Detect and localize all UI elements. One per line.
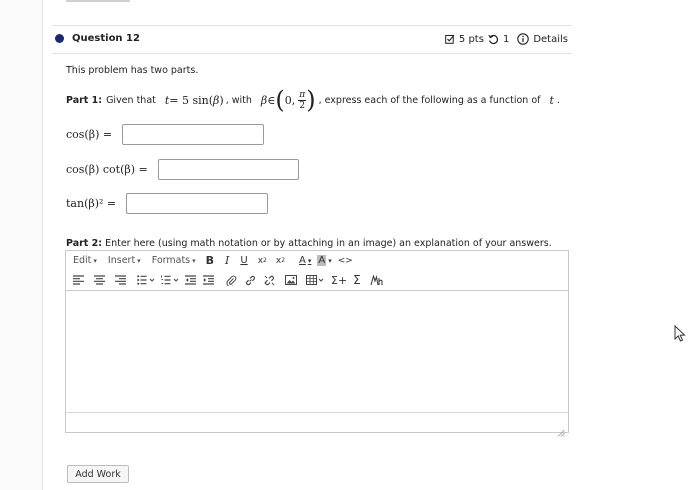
interval-open: ( [275,86,285,114]
mouse-pointer-icon [674,325,686,346]
interval-zero: 0, [284,93,296,107]
part2-text: Enter here (using math notation or by attaching in an image) an explanation of your answers. [105,238,552,249]
math-t: t [164,93,170,107]
sum-plus-button[interactable]: Σ+ [331,273,348,287]
numbered-list-icon[interactable] [161,272,179,288]
math-close: ) [219,93,224,107]
background-color-button[interactable] [317,253,331,269]
checkbox-edit-icon [445,34,455,44]
part1-rest: , express each of the following as a function of [318,94,541,106]
answer-row-cos [66,124,264,145]
attempts-count: 1 [502,33,510,45]
caret-down-icon: ▾ [307,256,312,265]
superscript-button[interactable] [276,253,285,269]
sum-button[interactable]: Σ [353,273,361,287]
question-header [52,25,572,54]
caret-down-icon: ▾ [137,257,141,265]
handwriting-icon[interactable] [370,272,383,288]
retry-icon[interactable] [488,34,499,45]
image-icon[interactable] [285,272,297,288]
menu-edit[interactable] [73,255,97,266]
answer-label-cos: cos(β) = [66,128,113,141]
editor-toolbar-row1 [66,251,568,270]
answer-row-cos-cot [66,159,299,180]
part2-label: Part 2: [66,238,103,249]
editor-statusbar [66,412,568,432]
link-icon[interactable] [245,272,256,288]
part2-statement [66,238,552,249]
answer-label-tan-sq: tan(β)² = [66,197,117,210]
question-status-dot [55,34,64,43]
problem-note: This problem has two parts. [66,65,199,76]
left-rail [0,0,43,490]
indent-icon[interactable] [203,272,214,288]
caret-down-icon: ▾ [192,257,196,265]
subscript-x: x [257,255,264,266]
font-color-button[interactable] [299,253,311,269]
bullet-list-icon[interactable] [137,272,155,288]
subscript-button[interactable] [258,253,267,269]
align-center-icon[interactable] [94,272,105,288]
superscript-x: x [275,255,282,266]
menu-formats-label: Formats [151,255,191,266]
font-color-a: A [299,255,306,266]
rich-text-editor [65,250,569,433]
subscript-2: 2 [263,257,267,264]
menu-edit-label: Edit [73,255,92,266]
answer-input-cos[interactable] [122,124,264,145]
bold-button[interactable]: B [205,254,215,267]
answer-input-tan-sq[interactable] [126,193,268,214]
part1-period: . [556,94,560,106]
outdent-icon[interactable] [185,272,196,288]
frac-two: 2 [299,100,306,111]
part1-statement [66,88,560,112]
caret-down-icon: ▾ [93,257,97,265]
frac-pi: π [299,89,306,100]
points-text: 5 pts [458,33,484,45]
menu-insert[interactable] [108,255,141,266]
math-in: ∈ [267,93,276,107]
italic-button[interactable]: I [225,254,230,267]
answer-row-tan-sq [66,193,268,214]
menu-insert-label: Insert [107,255,136,266]
part1-given: Given that [106,94,156,106]
math-t-2: t [549,93,554,107]
resize-handle-icon[interactable] [557,422,565,430]
add-work-button[interactable]: Add Work [67,465,129,483]
unlink-icon[interactable] [264,272,275,288]
align-left-icon[interactable] [73,272,84,288]
question-meta [445,33,568,45]
caret-down-icon: ▾ [328,256,332,265]
menu-formats[interactable] [152,255,196,266]
math-beta-1: β [213,93,220,107]
details-link[interactable]: Details [533,33,568,45]
question-title: Question 12 [72,33,140,44]
with-text: , with [225,94,252,106]
answer-input-cos-cot[interactable] [158,159,299,180]
info-icon[interactable] [517,33,529,45]
superscript-2: 2 [281,257,286,264]
editor-toolbar-row2 [66,270,568,291]
top-tab-edge [66,0,130,2]
attachment-icon[interactable] [226,272,237,288]
table-icon[interactable] [306,272,324,288]
part1-label: Part 1: [66,94,103,106]
code-button[interactable]: <> [337,255,353,266]
interval-close: ) [306,86,316,114]
math-beta-2: β [260,93,268,107]
answer-label-cos-cot: cos(β) cot(β) = [66,163,148,176]
math-eq: = 5 sin( [169,93,214,107]
underline-button[interactable]: U [240,255,248,266]
editor-text-area[interactable] [66,291,568,412]
bg-color-a: A [318,255,326,266]
pi-over-two [298,90,306,111]
align-right-icon[interactable] [115,272,126,288]
